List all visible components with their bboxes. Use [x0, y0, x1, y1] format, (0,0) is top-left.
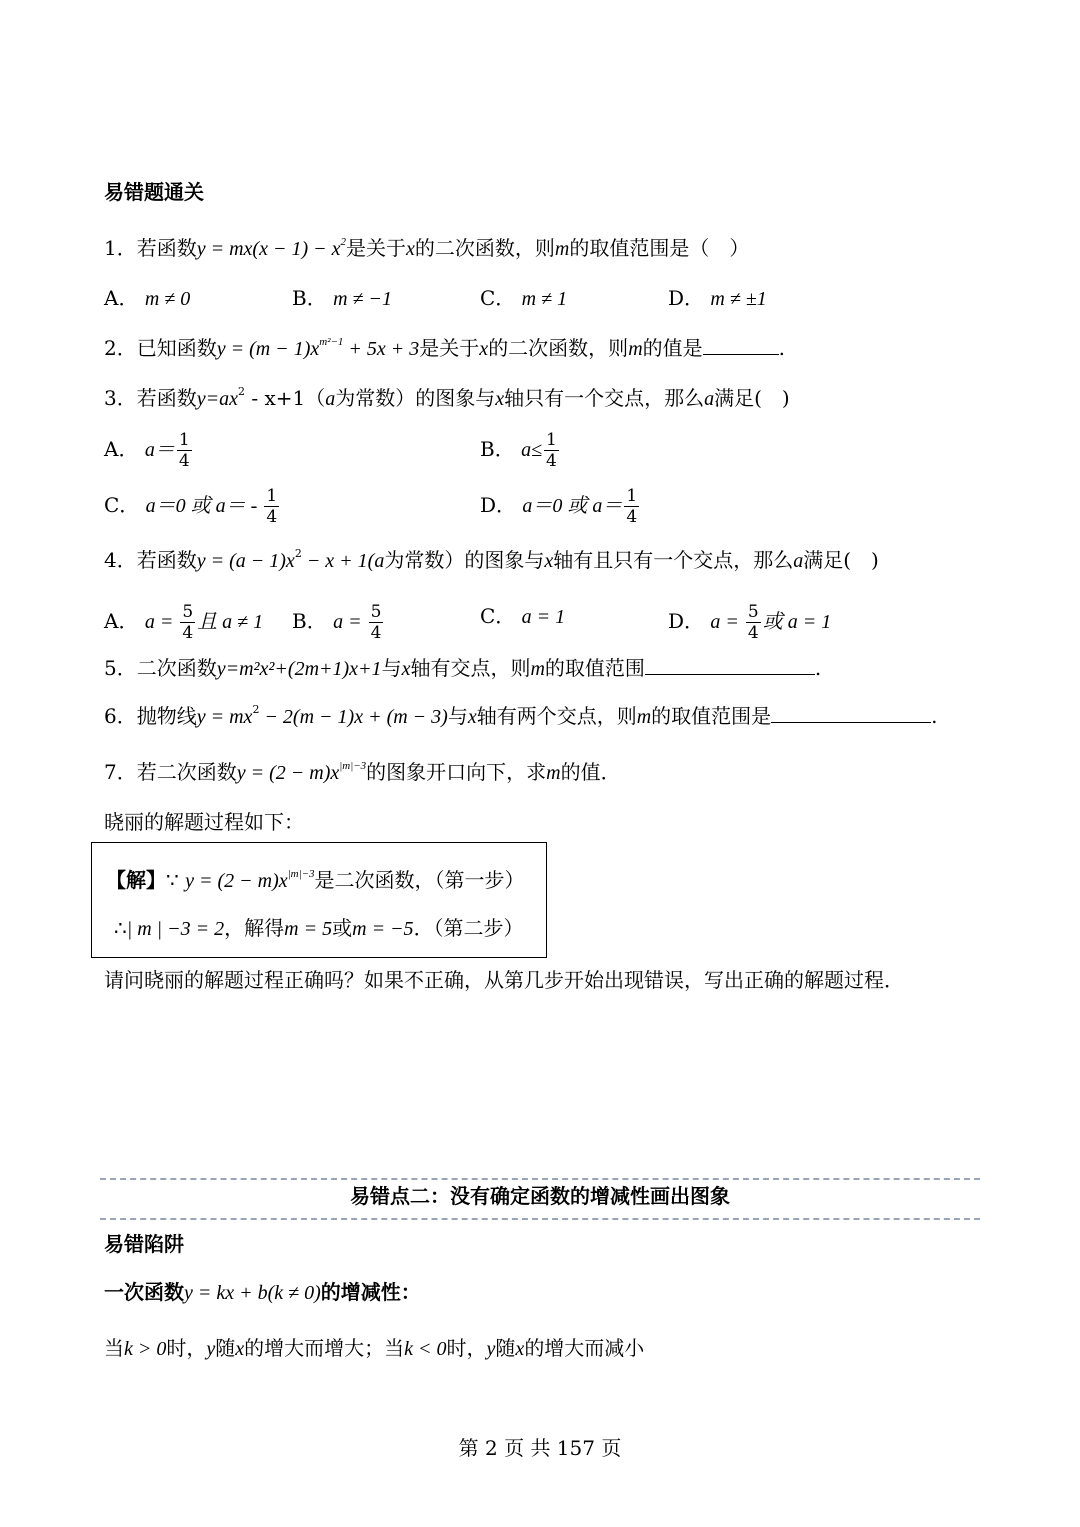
q2-var-m: m: [628, 338, 643, 360]
q5-var-x: x: [401, 658, 411, 680]
step2-formula: | m | −3 = 2: [126, 918, 225, 940]
q3-option-b: [480, 430, 561, 471]
rule-condition-2: k < 0: [404, 1338, 447, 1360]
q4-formula: y = (a − 1)x: [196, 550, 295, 572]
q1-text: 是关于: [346, 236, 406, 260]
numerator: 5: [370, 602, 382, 622]
step2-text: ，解得: [224, 916, 285, 940]
linear-text2: 的增减性：: [320, 1280, 421, 1304]
q3-var-x: x: [495, 388, 505, 410]
rule-text: 当: [104, 1336, 124, 1360]
q4-formula2: − x + 1(: [301, 550, 375, 572]
q7-text2: 的图象开口向下，求: [366, 760, 547, 784]
q7-intro: 晓丽的解题过程如下：: [104, 810, 304, 834]
q2-var-x: x: [479, 338, 489, 360]
step2-text2: ．（第二步）: [413, 916, 524, 940]
option-text: m ≠ ±1: [710, 288, 767, 310]
option-label: B．: [480, 437, 515, 461]
q7-formula: y = (2 − m)x: [236, 762, 340, 784]
q7-var-m: m: [546, 762, 561, 784]
q3-var-a2: a: [704, 388, 715, 410]
denominator: 4: [266, 507, 278, 527]
numerator: 1: [546, 430, 557, 450]
q3-option-c: [104, 486, 281, 527]
denominator: 4: [626, 507, 638, 527]
divider-bottom: [100, 1218, 980, 1220]
q1-var-x: x: [406, 238, 415, 260]
q2-end: .: [778, 336, 785, 360]
option-label: A．: [104, 286, 139, 310]
q5-formula: y=m²x²+(2m+1)x+1: [216, 658, 382, 680]
q6-formula: y = mx: [196, 706, 253, 728]
option-label: D．: [668, 609, 705, 633]
q1-option-b: [292, 284, 392, 313]
option-suffix: 或 a = 1: [762, 611, 832, 633]
fraction: [369, 602, 384, 643]
q2-text: 是关于: [419, 336, 480, 360]
numerator: 5: [747, 602, 759, 622]
q2-exponent: m²−1: [319, 336, 344, 349]
q3-text4: 轴只有一个交点，那么: [504, 386, 705, 410]
q6-end: .: [931, 704, 938, 728]
rule-var-y: y: [486, 1338, 496, 1360]
q3-formula: y=ax: [196, 388, 238, 410]
q2-answer-blank[interactable]: [703, 334, 779, 355]
page-footer: 第 2 页 共 157 页: [458, 1436, 622, 1460]
option-text: m ≠ 0: [144, 288, 191, 310]
q1-prefix: 1．若函数: [104, 236, 197, 260]
denominator: 4: [747, 623, 759, 643]
fraction: [746, 602, 761, 643]
question-6: [104, 702, 938, 731]
q5-end: .: [814, 656, 822, 680]
option-text: a≤: [521, 439, 543, 461]
denominator: 4: [178, 451, 190, 471]
option-text: m ≠ 1: [521, 288, 568, 310]
fraction: [544, 430, 559, 471]
q7-text: 7．若二次函数: [104, 760, 237, 784]
fraction: [624, 486, 639, 527]
q3-option-a: [104, 430, 194, 471]
q4-text3: 轴有且只有一个交点，那么: [553, 548, 794, 572]
option-text: a＝0 或 a＝ -: [145, 495, 263, 517]
q6-answer-blank[interactable]: [771, 702, 931, 723]
numerator: 1: [626, 486, 638, 506]
q2-prefix: 2．已知函数: [104, 336, 217, 360]
option-text: a＝: [144, 439, 175, 461]
rule-text: 时，: [166, 1336, 207, 1360]
option-text: a =: [144, 611, 179, 633]
q4-var-a2: a: [793, 550, 804, 572]
q1-formula: y = mx(x − 1) − x: [196, 238, 341, 260]
q4-option-d: [668, 602, 831, 643]
q5-answer-blank[interactable]: [645, 654, 815, 675]
q3-exponent: 2: [237, 385, 245, 399]
fraction: [180, 602, 195, 643]
q6-text: 6．抛物线: [104, 704, 197, 728]
denominator: 4: [546, 451, 557, 471]
option-text: a = 1: [521, 606, 566, 628]
option-label: B．: [292, 286, 327, 310]
rule-text: 时，: [446, 1336, 487, 1360]
q2-text3: 的值是: [642, 336, 703, 360]
q1-text3: 的取值范围是（ ）: [569, 236, 750, 260]
q7-exponent: |m|−3: [339, 760, 367, 773]
q4-text2: 为常数）的图象与: [384, 548, 545, 572]
rule-var-x: x: [515, 1338, 525, 1360]
denominator: 4: [370, 623, 382, 643]
rule-text: 随: [495, 1336, 516, 1360]
option-suffix: 且 a ≠ 1: [197, 611, 264, 633]
q4-text4: 满足( ): [803, 548, 879, 572]
q1-option-c: [480, 284, 567, 313]
option-label: D．: [480, 493, 517, 517]
q3-text2: - x+1（: [244, 386, 326, 410]
solution-step-1: [106, 866, 525, 895]
question-4: [104, 546, 879, 575]
q4-exponent: 2: [294, 547, 302, 561]
option-label: C．: [480, 604, 516, 628]
q4-var-a: a: [374, 550, 385, 572]
question-2: [104, 334, 785, 363]
q1-text2: 的二次函数，则: [414, 236, 555, 260]
solution-label: 【解】: [106, 868, 166, 892]
divider-top: [100, 1178, 980, 1180]
q6-text4: 的取值范围是: [651, 704, 772, 728]
q5-text4: 的取值范围: [544, 656, 645, 680]
q4-option-b: [292, 602, 385, 643]
option-label: A．: [104, 437, 139, 461]
rule-text: 的增大而增大；当: [244, 1336, 405, 1360]
q2-formula: y = (m − 1)x: [216, 338, 320, 360]
rule-text: 的增大而减小: [524, 1336, 645, 1360]
therefore-symbol: ∴: [114, 916, 127, 940]
option-label: A．: [104, 609, 139, 633]
monotonicity-rule: [104, 1334, 644, 1363]
option-text: a =: [710, 611, 744, 633]
q4-var-x: x: [544, 550, 554, 572]
linear-formula: y = kx + b(k ≠ 0): [184, 1282, 321, 1304]
denominator: 4: [182, 623, 194, 643]
q6-formula2: − 2(m − 1)x + (m − 3): [259, 706, 448, 728]
option-text: m ≠ −1: [333, 288, 392, 310]
q1-option-d: [668, 284, 767, 313]
trap-title: 易错陷阱: [104, 1232, 184, 1256]
option-text: a＝0 或 a＝: [522, 495, 623, 517]
step2-or: 或: [332, 916, 353, 940]
q6-var-m: m: [636, 706, 652, 728]
rule-condition-1: k > 0: [124, 1338, 167, 1360]
linear-function-heading: [104, 1278, 421, 1307]
question-1: [104, 234, 749, 263]
section-title: 易错题通关: [104, 180, 204, 204]
question-7: [104, 758, 621, 787]
q3-text5: 满足( ): [714, 386, 790, 410]
q4-option-c: [480, 602, 565, 631]
q7-text3: 的值．: [560, 760, 621, 784]
option-label: D．: [668, 286, 705, 310]
option-label: C．: [104, 493, 140, 517]
q5-var-m: m: [530, 658, 545, 680]
q6-text3: 轴有两个交点，则: [476, 704, 637, 728]
step2-solution-1: m = 5: [284, 918, 333, 940]
q5-text: 5．二次函数: [104, 656, 217, 680]
q1-option-a: [104, 284, 190, 313]
step1-formula: y = (2 − m)x: [185, 870, 288, 892]
q6-var-x: x: [467, 706, 477, 728]
q3-var-a: a: [325, 388, 336, 410]
rule-var-x: x: [235, 1338, 245, 1360]
fraction: [177, 430, 192, 471]
question-5: [104, 654, 821, 683]
q6-text2: 与: [447, 704, 468, 728]
question-3: [104, 384, 790, 413]
option-label: C．: [480, 286, 516, 310]
q3-text3: 为常数）的图象与: [335, 386, 496, 410]
q5-text3: 轴有交点，则: [410, 656, 531, 680]
q7-question: 请问晓丽的解题过程正确吗？如果不正确，从第几步开始出现错误，写出正确的解题过程．: [104, 968, 904, 992]
q2-text2: 的二次函数，则: [488, 336, 629, 360]
q3-option-d: [480, 486, 641, 527]
numerator: 1: [178, 430, 190, 450]
rule-var-y: y: [206, 1338, 216, 1360]
q2-formula2: + 5x + 3: [343, 338, 420, 360]
option-text: a =: [333, 611, 367, 633]
numerator: 5: [182, 602, 194, 622]
q1-var-m: m: [554, 238, 570, 260]
linear-text: 一次函数: [104, 1280, 184, 1304]
step1-text: 是二次函数，（第一步）: [314, 868, 525, 892]
q4-option-a: [104, 602, 263, 643]
fraction: [264, 486, 279, 527]
rule-text: 随: [215, 1336, 236, 1360]
section2-title: 易错点二：没有确定函数的增减性画出图象: [350, 1184, 730, 1208]
solution-step-2: [114, 914, 524, 943]
q5-text2: 与: [381, 656, 402, 680]
because-symbol: ∵: [166, 868, 179, 892]
numerator: 1: [266, 486, 278, 506]
option-label: B．: [292, 609, 327, 633]
step1-exponent: |m|−3: [287, 868, 315, 881]
q1-exponent: 2: [340, 236, 346, 249]
q4-text: 4．若函数: [104, 548, 197, 572]
q3-text: 3．若函数: [104, 386, 197, 410]
step2-solution-2: m = −5: [352, 918, 414, 940]
q6-exponent: 2: [252, 703, 260, 717]
